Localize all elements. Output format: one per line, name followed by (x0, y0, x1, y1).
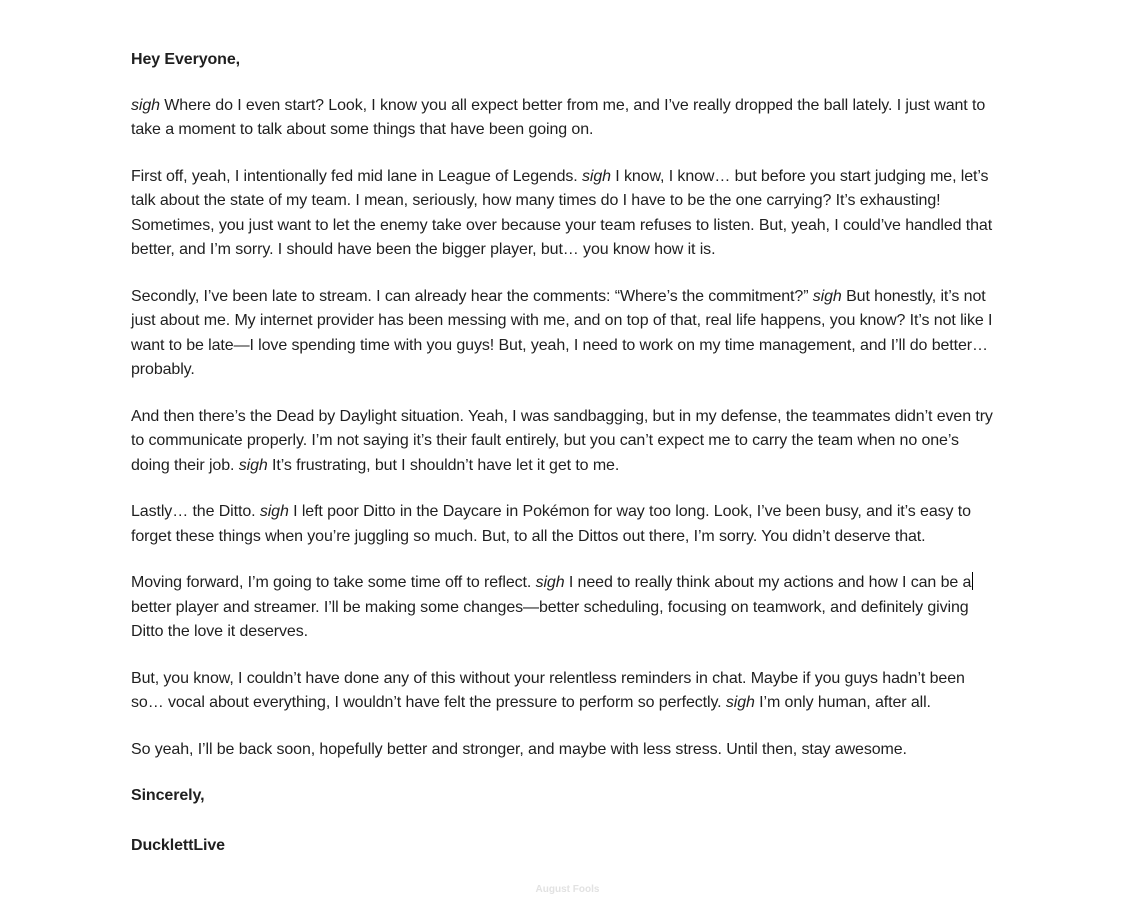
paragraph-7-text-a: But, you know, I couldn’t have done any of this without your relentless reminders in chat. Maybe if you guys hadn’t been so… vocal about everything, I wouldn’t have felt the pressure to perform so perfectly. (131, 669, 965, 711)
paragraph-1-text: Where do I even start? Look, I know you all expect better from me, and I’ve really dropped the ball lately. I just want to take a moment to talk about some things that have been going on. (131, 96, 986, 138)
sigh-emphasis: sigh (581, 167, 611, 185)
paragraph-7 (131, 667, 1001, 716)
paragraph-4 (131, 405, 1001, 479)
sigh-emphasis: sigh (535, 574, 565, 591)
footer-label: August Fools (535, 884, 600, 895)
paragraph-1 (131, 94, 1001, 143)
sigh-emphasis: sigh (131, 96, 160, 114)
paragraph-6 (131, 571, 1001, 645)
paragraph-6-text-c: better player and streamer. I’ll be making some changes—better scheduling, focusing on teamwork, and definitely giving Ditto the love it deserves. (131, 598, 969, 640)
paragraph-5-text-b: I left poor Ditto in the Daycare in Pokémon for way too long. Look, I’ve been busy, and it’s easy to forget these things when you’re juggling so much. But, to all the Dittos out there, I’m sorry. You didn’t deserve that. (131, 503, 971, 545)
paragraph-2-text-b: I know, I know… but before you start judging me, let’s talk about the state of my team. I mean, seriously, how many times do I have to be the one carrying? It’s exhausting! Sometimes, you just want to let the enemy take over because your team refuses to listen. But, yeah, I could’ve handled that better, and I’m sorry. I should have been the bigger player, but… you know how it is. (131, 167, 993, 258)
paragraph-2-text-a: First off, yeah, I intentionally fed mid lane in League of Legends. (131, 167, 582, 185)
paragraph-3-text-b: But honestly, it’s not just about me. My internet provider has been messing with me, and on top of that, real life happens, you know? It’s not like I want to be late—I love spending time with you guys! But, yeah, I need to work on my time management, and I’ll do better… probably. (131, 287, 993, 378)
signature: DucklettLive (131, 836, 225, 854)
paragraph-3-text-a: Secondly, I’ve been late to stream. I can already hear the comments: “Where’s the commitment?” (131, 287, 813, 305)
greeting: Hey Everyone, (131, 51, 240, 68)
sigh-emphasis: sigh (812, 287, 842, 305)
paragraph-2 (131, 165, 1001, 263)
document-body[interactable] (131, 48, 1001, 880)
paragraph-6-text-a: Moving forward, I’m going to take some time off to reflect. (131, 574, 536, 591)
sigh-emphasis: sigh (725, 694, 755, 711)
paragraph-5-text-a: Lastly… the Ditto. (131, 503, 260, 520)
paragraph-4-text-a: And then there’s the Dead by Daylight situation. Yeah, I was sandbagging, but in my defense, the teammates didn’t even try to communicate properly. I’m not saying it’s their fault entirely, but you can’t expect me to carry the team when no one’s doing their job. (131, 407, 993, 474)
paragraph-5 (131, 500, 1001, 549)
closing: Sincerely, (131, 787, 205, 804)
sigh-emphasis: sigh (259, 503, 289, 520)
paragraph-6-text-b: I need to really think about my actions and how I can be a (564, 574, 972, 591)
paragraph-3 (131, 285, 1001, 383)
paragraph-8: So yeah, I’ll be back soon, hopefully better and stronger, and maybe with less stress. Until then, stay awesome. (131, 740, 907, 758)
paragraph-7-text-b: I’m only human, after all. (754, 694, 931, 711)
text-cursor (972, 572, 973, 590)
paragraph-4-text-b: It’s frustrating, but I shouldn’t have let it get to me. (267, 456, 620, 474)
sigh-emphasis: sigh (238, 456, 268, 474)
